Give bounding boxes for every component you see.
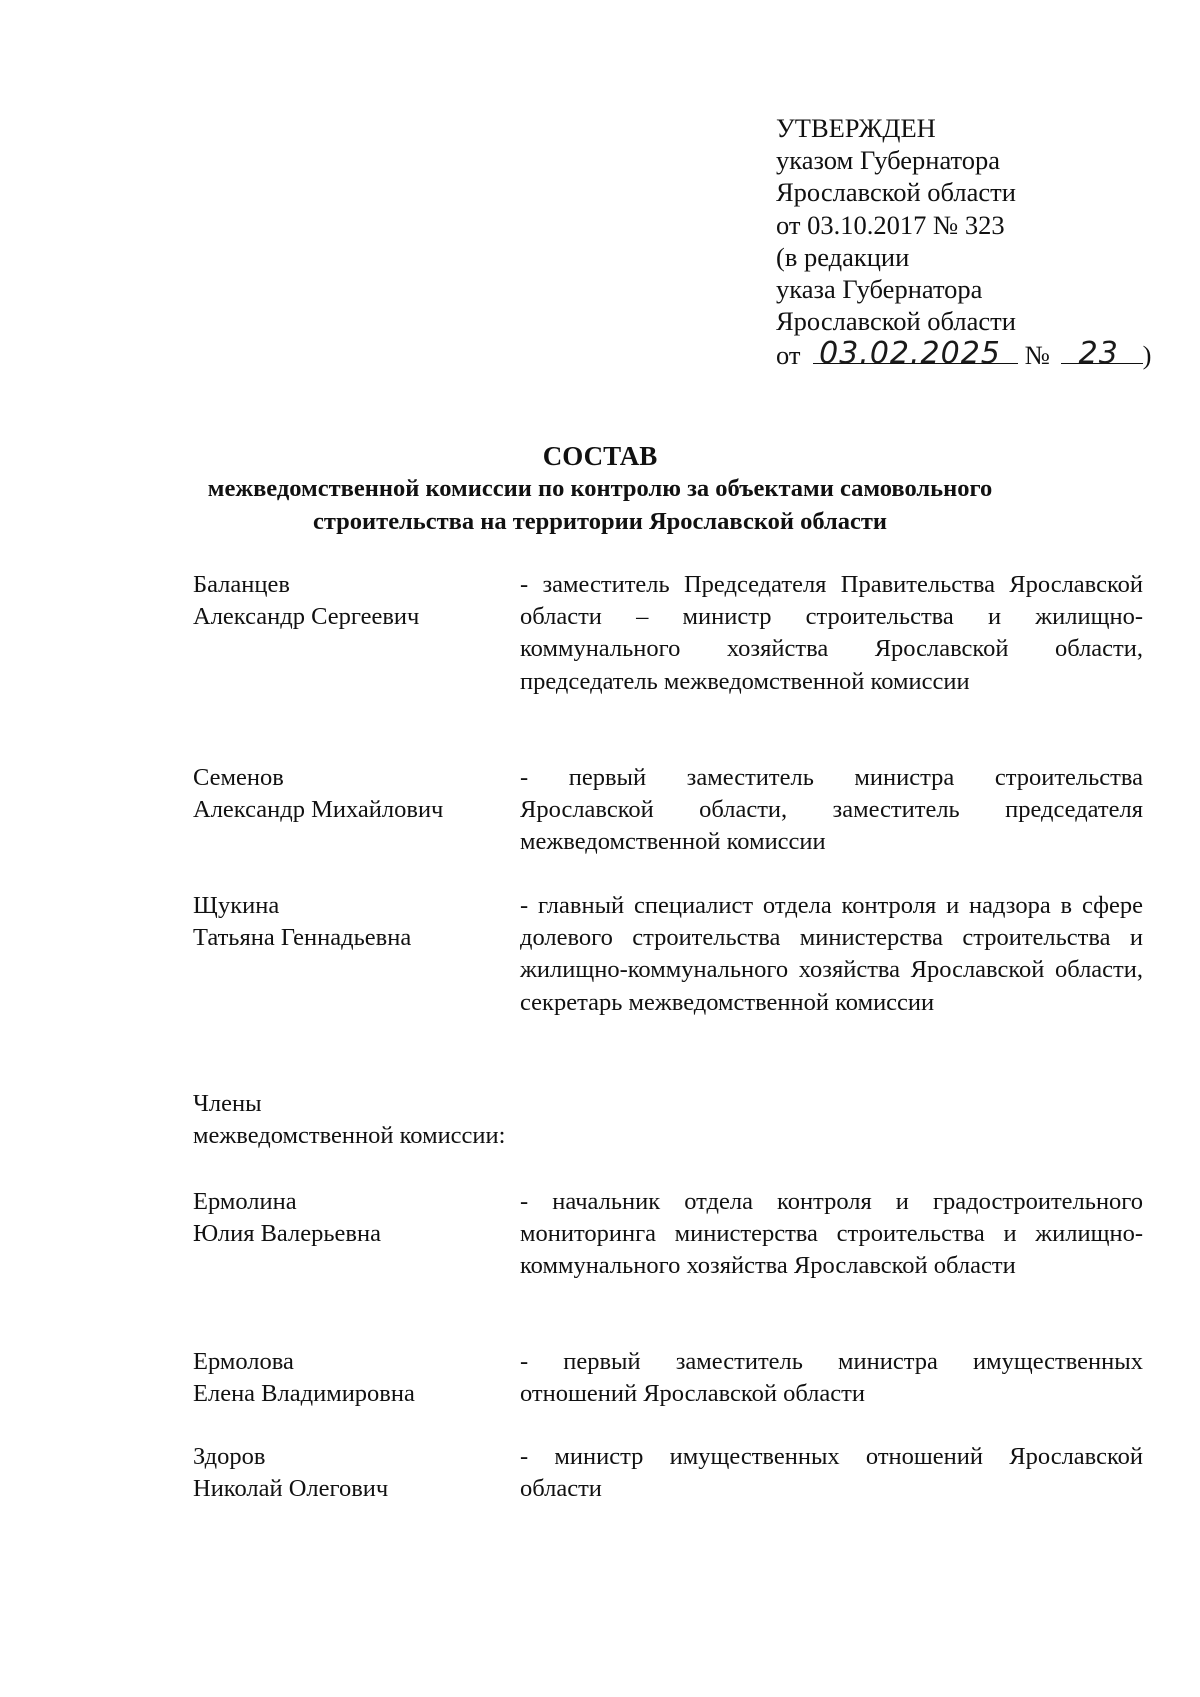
member-given-name: Елена Владимировна bbox=[193, 1380, 415, 1408]
members-heading-line: Члены bbox=[193, 1090, 262, 1117]
revision-date-field bbox=[813, 336, 1018, 372]
handwritten-number: 23 bbox=[1078, 336, 1119, 372]
member-given-name: Николай Олегович bbox=[193, 1475, 389, 1503]
revision-prefix: от bbox=[776, 340, 801, 371]
approval-line: от 03.10.2017 № 323 bbox=[776, 209, 1005, 240]
revision-number-sign: № bbox=[1024, 340, 1051, 371]
member-given-name: Александр Сергеевич bbox=[193, 603, 420, 631]
approval-line: указом Губернатора bbox=[776, 145, 1001, 176]
approval-line: (в редакции bbox=[776, 241, 910, 272]
approval-line: Ярославской области bbox=[776, 306, 1016, 337]
document-title bbox=[150, 440, 1050, 538]
approval-line: указа Губернатора bbox=[776, 273, 983, 304]
members-heading bbox=[193, 1088, 505, 1152]
member-name bbox=[193, 1186, 513, 1250]
approval-revision-line bbox=[776, 336, 1152, 372]
member-role: - начальник отдела контроля и градостроительного мониторинга министерства строительства и жилищно-коммунального хозяйства Ярославской области bbox=[520, 1188, 1143, 1280]
member-name bbox=[193, 762, 513, 826]
member-name bbox=[193, 569, 513, 633]
title-subtitle-line: строительства на территории Ярославской области bbox=[312, 508, 888, 535]
approval-stamp-block bbox=[776, 112, 1151, 370]
member-name bbox=[193, 1346, 513, 1410]
member-role: - первый заместитель министра строительства Ярославской области, заместитель председателя межведомственной комиссии bbox=[520, 764, 1143, 856]
member-role: - первый заместитель министра имущественных отношений Ярославской области bbox=[520, 1348, 1143, 1408]
approval-title: УТВЕРЖДЕН bbox=[776, 113, 936, 143]
members-heading-line: межведомственной комиссии: bbox=[193, 1122, 506, 1150]
member-name bbox=[193, 890, 513, 954]
member-role: - министр имущественных отношений Ярославской области bbox=[520, 1443, 1143, 1503]
revision-number-field bbox=[1061, 336, 1143, 372]
member-surname: Семенов bbox=[193, 764, 284, 791]
member-name bbox=[193, 1441, 513, 1505]
handwritten-date: 03.02.2025 bbox=[819, 336, 1001, 372]
member-given-name: Александр Михайлович bbox=[193, 796, 444, 824]
member-given-name: Татьяна Геннадьевна bbox=[193, 924, 412, 952]
member-surname: Щукина bbox=[193, 892, 280, 919]
approval-line: Ярославской области bbox=[776, 177, 1016, 208]
member-surname: Ермолина bbox=[193, 1188, 297, 1215]
member-role: - заместитель Председателя Правительства Ярославской области – министр строительства и жилищно-коммунального хозяйства Ярославской области, председатель межведомственной комиссии bbox=[520, 571, 1143, 695]
title-heading: СОСТАВ bbox=[542, 441, 658, 471]
revision-suffix: ) bbox=[1142, 340, 1152, 371]
member-role: - главный специалист отдела контроля и надзора в сфере долевого строительства министерства строительства и жилищно-коммунального хозяйства Ярославской области, секретарь межведомственной комиссии bbox=[520, 892, 1143, 1016]
member-given-name: Юлия Валерьевна bbox=[193, 1220, 381, 1248]
member-surname: Ермолова bbox=[193, 1348, 294, 1375]
member-surname: Баланцев bbox=[193, 571, 290, 598]
title-subtitle-line: межведомственной комиссии по контролю за объектами самовольного bbox=[207, 475, 993, 502]
member-surname: Здоров bbox=[193, 1443, 266, 1470]
